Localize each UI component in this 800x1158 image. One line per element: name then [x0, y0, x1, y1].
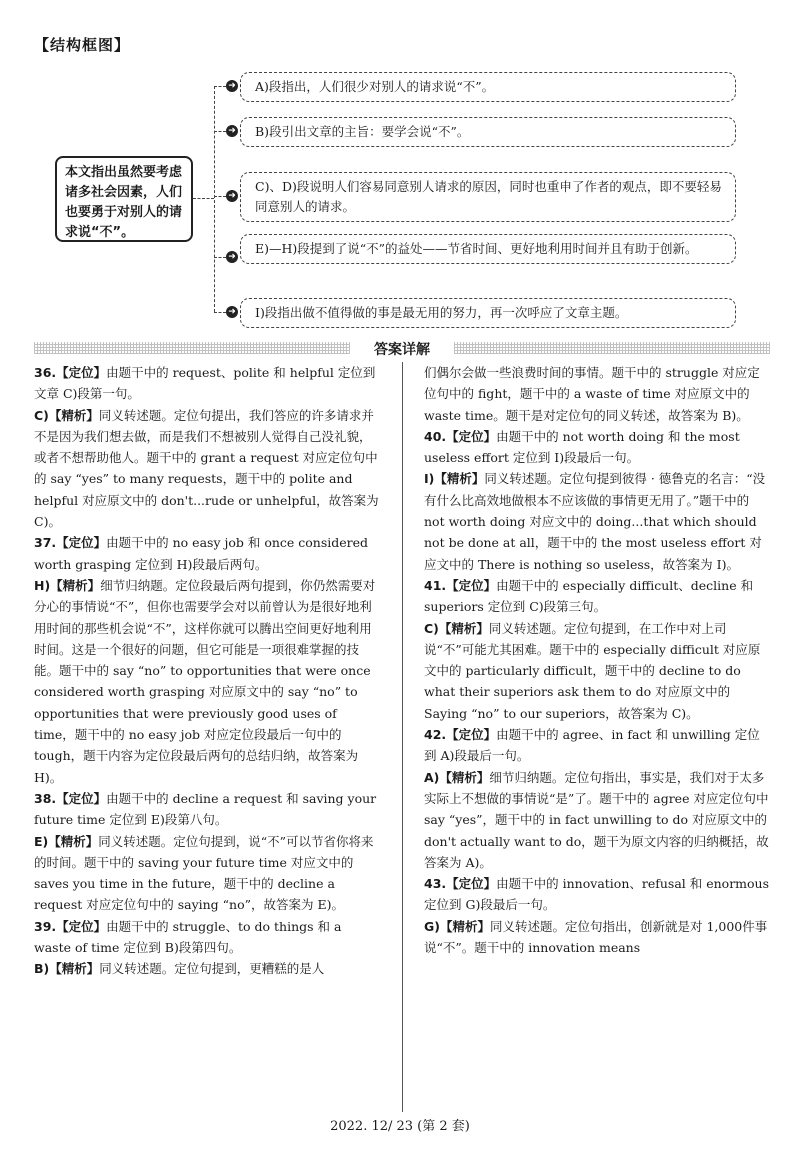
branch-b: B)段引出文章的主旨：要学会说“不”。 [240, 117, 736, 147]
answer-item [34, 831, 380, 916]
tree-link [214, 131, 226, 132]
branch-i: I)段指出做不值得做的事是最无用的努力，再一次呼应了文章主题。 [240, 298, 736, 328]
summary-box: 本文指出虽然要考虑诸多社会因素，人们也要勇于对别人的请求说“不”。 [55, 156, 193, 242]
item-text: 由题干中的 request、polite 和 helpful 定位到文章 C)段第一句。 [34, 365, 376, 402]
item-text: 由题干中的 innovation、refusal 和 enormous 定位到 G)段最后一句。 [424, 876, 770, 913]
item-text: 由题干中的 struggle、to do things 和 a waste of time 定位到 B)段第四句。 [34, 918, 342, 956]
arrow-icon: ➜ [226, 190, 238, 202]
branch-cd: C)、D)段说明人们容易同意别人请求的原因，同时也重申了作者的观点，即不要轻易同意别人的请求。 [240, 172, 736, 222]
answer-item [424, 724, 770, 767]
arrow-icon: ➜ [226, 306, 238, 318]
item-text: 同义转述题。定位句提到彼得 · 德鲁克的名言：“没有什么比高效地做根本不应该做的事情更无用了。”题干中的 not worth doing 对应文中的 doing...that which should not be done at all，题干中的 the most useless effort 对应文中的 There is nothing so useless，故答案为 I)。 [424, 471, 766, 572]
answer-item [424, 575, 770, 618]
item-tag: 37.【定位】 [34, 535, 107, 551]
item-text: 由题干中的 no easy job 和 once considered worth grasping 定位到 H)段最后两句。 [34, 535, 369, 572]
tree-link [214, 257, 226, 258]
branch-eh: E)—H)段提到了说“不”的益处——节省时间、更好地利用时间并且有助于创新。 [240, 234, 736, 264]
answer-item [34, 532, 380, 575]
item-tag: C)【精析】 [34, 407, 99, 423]
item-text: 同义转述题。定位句提出，我们答应的许多请求并不是因为我们想去做，而是我们不想被别人觉得自己没礼貌，或者不想帮助他人。题干中的 grant a request 对应定位句中的 say “yes” to many requests，题干中的 polite and helpful 对应原文中的 don't...rude or unhelpful，故答案为 C)。 [34, 407, 379, 530]
item-text: 由题干中的 decline a request 和 saving your future time 定位到 E)段第八句。 [34, 790, 377, 828]
item-tag: A)【精析】 [424, 769, 490, 785]
item-tag: B)【精析】 [34, 961, 100, 977]
item-tag: I)【精析】 [424, 471, 485, 487]
banner-pattern-right [454, 342, 770, 354]
item-text: 同义转述题。定位句指出，创新就是对 1,000件事说“不”。题干中的 innovation means [424, 918, 768, 956]
banner-pattern-left [34, 342, 350, 354]
tree-link [193, 198, 214, 199]
item-tag: 36.【定位】 [34, 365, 107, 380]
item-tag: C)【精析】 [424, 620, 489, 636]
item-tag: 43.【定位】 [424, 876, 497, 892]
answer-item [424, 618, 770, 724]
column-divider [402, 362, 403, 1112]
answer-item [34, 362, 380, 405]
answer-item [34, 405, 380, 533]
answer-item [34, 788, 380, 831]
item-tag: 42.【定位】 [424, 727, 497, 743]
item-text: 同义转述题。定位句提到，在工作中对上司说“不”可能尤其困难。题干中的 especially difficult 对应原文中的 particularly difficult，题干中的 decline to do what their superiors ask them to do 对应原文中的 Saying “no” to our superiors，故答案为 C)。 [424, 620, 761, 721]
left-column [34, 362, 380, 980]
item-text: 同义转述题。定位句提到，说“不”可以节省你将来的时间。题干中的 saving your future time 对应文中的 saves you time in the future，题干中的 decline a request 对应定位句中的 saying “no”，故答案为 E)。 [34, 833, 374, 913]
branch-a: A)段指出，人们很少对别人的请求说“不”。 [240, 72, 736, 102]
item-text: 细节归纳题。定位段最后两句提到，你仍然需要对分心的事情说“不”，但你也需要学会对以前曾认为是很好地利用时间的那些机会说“不”，这样你就可以腾出空间更好地利用时间。这是一个很好的问题，但它可能是一项很难掌握的技能。题干中的 say “no” to opportunities that were once considered worth grasping 对应原文中的 say “no” to opportunities that were previously good uses of time，题干中的 no easy job 对应定位段最后一句中的 tough，题干内容为定位段最后两句的总结归纳，故答案为 H)。 [34, 577, 376, 785]
tree-link [214, 196, 226, 197]
answer-banner [34, 339, 770, 357]
answer-item [34, 575, 380, 788]
arrow-icon: ➜ [226, 125, 238, 137]
tree-link [214, 86, 226, 87]
tree-trunk [214, 86, 215, 312]
item-tag: 41.【定位】 [424, 577, 497, 593]
arrow-icon: ➜ [226, 251, 238, 263]
item-text: 由题干中的 not worth doing 和 the most useless effort 定位到 I)段最后一句。 [424, 428, 740, 466]
answer-item [424, 916, 770, 959]
item-text: 细节归纳题。定位句指出，事实是，我们对于太多实际上不想做的事情说“是”了。题干中的 agree 对应定位句中 say “yes”，题干中的 in fact unwilling to do 对应原文中的 don't actually want to do，题干为原文内容的归纳概括，故答案为 A)。 [424, 769, 769, 870]
tree-link [214, 312, 226, 313]
page-footer: 2022. 12/ 23 (第 2 套) [330, 1119, 470, 1134]
item-text: 由题干中的 especially difficult、decline 和 superiors 定位到 C)段第三句。 [424, 577, 754, 615]
right-column [424, 362, 770, 958]
answer-item [424, 426, 770, 469]
answer-item [34, 916, 380, 959]
item-tag: 40.【定位】 [424, 428, 497, 444]
item-tag: H)【精析】 [34, 577, 101, 593]
answer-item [424, 468, 770, 574]
answer-item [424, 873, 770, 916]
item-tag: 39.【定位】 [34, 918, 107, 934]
item-tag: G)【精析】 [424, 918, 490, 934]
arrow-icon: ➜ [226, 80, 238, 92]
item-tag: 38.【定位】 [34, 790, 107, 806]
item-text: 由题干中的 agree、in fact 和 unwilling 定位到 A)段最后一句。 [424, 727, 760, 764]
answer-item [424, 362, 770, 426]
item-text: 同义转述题。定位句提到，更糟糕的是人 [99, 961, 325, 977]
answer-item [424, 767, 770, 873]
answer-item [34, 958, 380, 979]
item-tag: E)【精析】 [34, 833, 99, 849]
banner-label: 答案详解 [354, 339, 450, 359]
item-text: 们偶尔会做一些浪费时间的事情。题干中的 struggle 对应定位句中的 fight，题干中的 a waste of time 对应原文中的 waste time。题干是对定位句的同义转述，故答案为 B)。 [424, 365, 760, 423]
section-title: 【结构框图】 [34, 36, 131, 54]
